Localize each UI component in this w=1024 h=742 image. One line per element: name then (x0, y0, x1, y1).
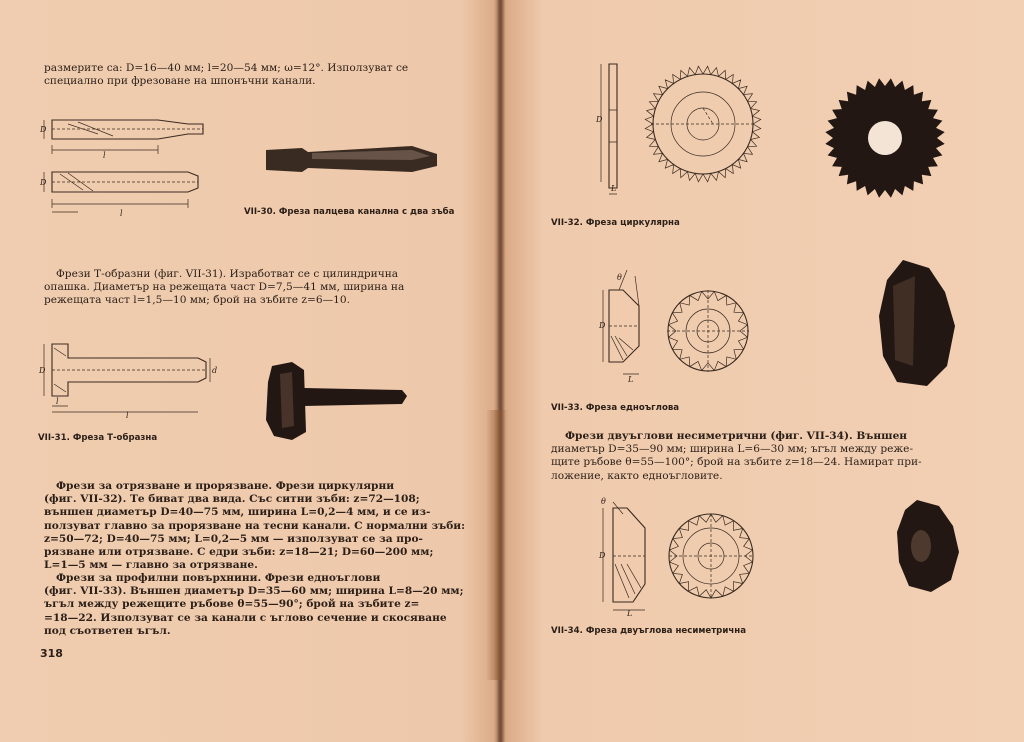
fig34-front-drawing (665, 510, 757, 602)
diameter-label: D (40, 178, 47, 187)
fig32-section-drawing (595, 60, 635, 192)
fig30-caption: VII-30. Фреза палцева канална с два зъба (244, 207, 455, 217)
right-page (503, 0, 1024, 742)
fig31-technical-drawing (38, 340, 218, 420)
text-line: опашка. Диаметър на режещата част D=7,5—41 мм, ширина на (44, 281, 405, 294)
angle-label: θ (601, 497, 606, 506)
fig30-photo (262, 140, 442, 180)
text-line: Фрези двуъглови несиметрични (фиг. VII-34). Външен (565, 430, 908, 442)
fig32-front-drawing (641, 62, 765, 186)
text-line: L=1—5 мм — главно за отрязване. (44, 559, 258, 572)
fig33-front-drawing (663, 286, 753, 376)
fig32-photo (823, 76, 947, 200)
text-line: специално при фрезоване на шпонъчни канали. (44, 75, 316, 88)
text-line: z=50—72; D=40—75 мм; L=0,2—5 мм — използуват се за про- (44, 532, 423, 545)
angle-label: θ (617, 273, 622, 282)
fig34-photo (891, 496, 963, 596)
text-line: под съответен ъгъл. (44, 624, 171, 637)
text-line: =18—22. Използуват се за канали с ъглово сечение и скосяване (44, 611, 447, 624)
text-line: (фиг. VII-32). Те биват два вида. Със ситни зъби: z=72—108; (44, 493, 420, 506)
tshape-paragraph (44, 268, 456, 308)
diameter-label: D (596, 115, 603, 124)
text-line: рязване или отрязване. С едри зъби: z=18—21; D=60—200 мм; (44, 546, 434, 559)
text-line: (фиг. VII-33). Външен диаметър D=35—60 мм; ширина L=8—20 мм; (44, 585, 464, 598)
fig32-caption: VII-32. Фреза циркулярна (551, 218, 680, 228)
left-page (0, 0, 497, 742)
text-line: Фрези за профилни повърхнини. Фрези едноъглови (56, 572, 381, 584)
diameter-label: D (599, 551, 606, 560)
width-label: L (628, 375, 634, 384)
fig33-section-drawing (599, 266, 649, 384)
double-angle-paragraph (551, 430, 969, 483)
width-label: L (627, 609, 633, 618)
text-line: Фрези Т-образни (фиг. VII-31). Изработват се с цилиндрична (56, 268, 399, 280)
text-line: ъгъл между режещите ръбове θ=55—90°; брой на зъбите z= (44, 598, 420, 611)
fig31-photo (262, 360, 412, 442)
fig34-section-drawing (599, 498, 657, 616)
diameter-label: D (40, 125, 47, 134)
text-line: Фрези за отрязване и прорязване. Фрези циркулярни (56, 480, 395, 492)
width-label: L (611, 184, 617, 193)
cutoff-paragraph (44, 480, 466, 572)
fig34-caption: VII-34. Фреза двуъглова несиметрична (551, 626, 746, 636)
length-label: l (120, 209, 123, 218)
fig33-photo (873, 256, 959, 390)
length-label: l (103, 151, 106, 160)
text-line: щите ръбове θ=55—100°; брой на зъбите z=18—24. Намират при- (551, 456, 922, 469)
profile-paragraph (44, 572, 464, 638)
intro-paragraph (44, 62, 456, 88)
diameter-label: D (39, 366, 46, 375)
text-line: размерите са: D=16—40 мм; l=20—54 мм; ω=12°. Използуват се (44, 62, 409, 74)
page-number: 318 (40, 647, 63, 660)
diameter-label: D (599, 321, 606, 330)
fig33-caption: VII-33. Фреза едноъглова (551, 403, 680, 413)
text-line: ложение, както едноъгловите. (551, 469, 723, 482)
shank-diameter-label: d (212, 366, 218, 375)
text-line: ползуват главно за прорязване на тесни канали. С нормални зъби: (44, 519, 466, 532)
fig31-caption: VII-31. Фреза Т-образна (38, 433, 158, 443)
length-label: l (56, 397, 59, 406)
total-length-label: l (126, 411, 129, 420)
text-line: режещата част l=1,5—10 мм; брой на зъбите z=6—10. (44, 294, 351, 307)
fig30-technical-drawing (38, 112, 213, 224)
text-line: външен диаметър D=40—75 мм, ширина L=0,2—4 мм, и се из- (44, 506, 431, 519)
text-line: диаметър D=35—90 мм; ширина L=6—30 мм; ъгъл между реже- (551, 443, 914, 456)
